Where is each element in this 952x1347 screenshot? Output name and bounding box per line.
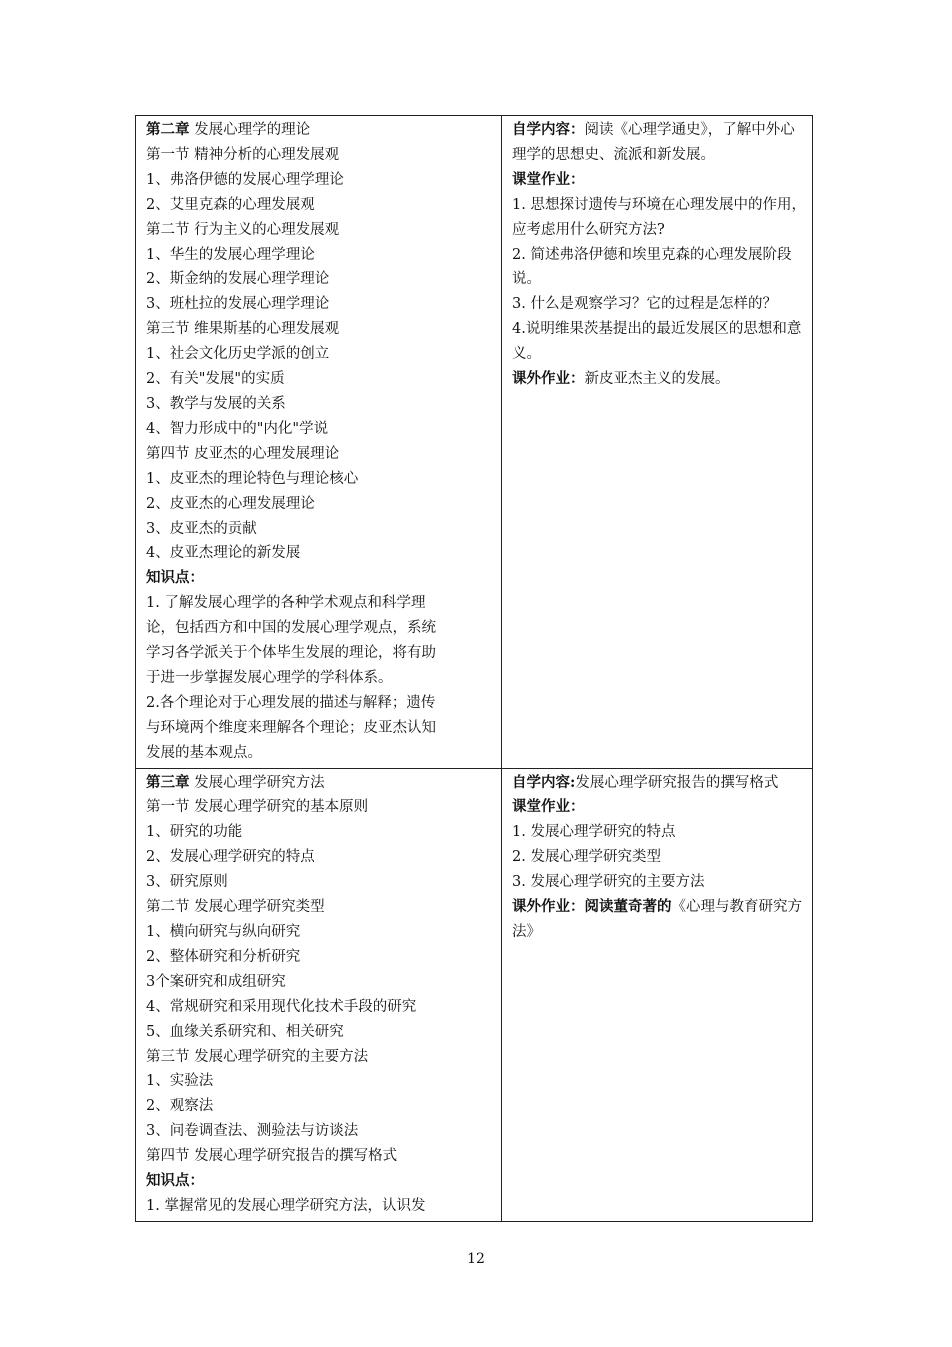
outline-line: 3、皮亚杰的贡献 [146,520,257,537]
self-study-label: 自学内容： [512,121,585,138]
knowledge-line: 与环境两个维度来理解各个理论；皮亚杰认知 [146,719,436,736]
outline-line: 第二节 行为主义的心理发展观 [146,221,340,238]
outline-line: 第三节 维果斯基的心理发展观 [146,321,340,338]
knowledge-line: 1. 了解发展心理学的各种学术观点和科学理 [146,595,426,612]
self-study-label: 自学内容: [512,773,576,791]
assignment-cell [502,768,813,1221]
classwork-label: 课堂作业： [512,798,585,816]
classwork-item: 2. 发展心理学研究类型 [512,849,661,866]
chapter-heading [146,771,495,796]
homework [512,895,806,945]
outline-line: 2、整体研究和分析研究 [146,948,301,965]
outline-line: 1、实验法 [146,1073,214,1090]
knowledge-label: 知识点： [146,1172,204,1190]
chapter-content-cell [136,116,502,769]
self-study-text: 发展心理学研究报告的撰写格式 [575,774,779,791]
homework-text: 《心理与教育研究方法》 [512,899,802,940]
table-row [136,768,813,1221]
classwork-item: 4.说明维果茨基提出的最近发展区的思想和意义。 [512,321,802,363]
outline-line: 1、弗洛伊德的发展心理学理论 [146,171,344,188]
outline-line: 4、智力形成中的"内化"学说 [146,420,329,437]
classwork-item: 2. 简述弗洛伊德和埃里克森的心理发展阶段说。 [512,246,792,288]
chapter-title: 发展心理学的理论 [189,122,311,138]
knowledge-line: 2.各个理论对于心理发展的描述与解释；遗传 [146,694,436,711]
outline-line: 3、教学与发展的关系 [146,395,286,412]
outline-line: 4、皮亚杰理论的新发展 [146,545,301,562]
outline-line: 2、观察法 [146,1098,214,1115]
outline-line: 3、班杜拉的发展心理学理论 [146,296,330,313]
chapter-number: 第三章 [146,773,190,791]
outline-line: 1、研究的功能 [146,824,243,841]
homework [512,367,806,392]
knowledge-label: 知识点： [146,569,204,587]
syllabus-table [135,115,813,1222]
classwork-item: 1. 思想探讨遗传与环境在心理发展中的作用，应考虑用什么研究方法? [512,196,806,238]
table-row [136,116,813,769]
outline-line: 2、斯金纳的发展心理学理论 [146,271,330,288]
homework-label: 课外作业：阅读董奇著的 [512,898,672,916]
outline-line: 第四节 发展心理学研究报告的撰写格式 [146,1148,398,1165]
outline-line: 3个案研究和成组研究 [146,973,286,990]
outline-line: 1、社会文化历史学派的创立 [146,346,330,363]
outline-line: 3、问卷调查法、测验法与访谈法 [146,1123,359,1140]
knowledge-line: 论，包括西方和中国的发展心理学观点，系统 [146,620,436,637]
outline-line: 第一节 精神分析的心理发展观 [146,146,340,163]
outline-line: 2、发展心理学研究的特点 [146,849,315,866]
self-study [512,118,806,168]
outline-line: 2、有关"发展"的实质 [146,371,285,388]
self-study [512,771,806,796]
chapter-number: 第二章 [146,121,190,138]
homework-label: 课外作业： [512,370,585,388]
chapter-heading [146,118,495,143]
outline-line: 3、研究原则 [146,874,228,891]
classwork-item: 3. 发展心理学研究的主要方法 [512,874,705,891]
outline-line: 4、常规研究和采用现代化技术手段的研究 [146,998,417,1015]
classwork-item: 3. 什么是观察学习？它的过程是怎样的？ [512,296,777,313]
knowledge-line: 于进一步掌握发展心理学的学科体系。 [146,669,393,686]
outline-line: 1、横向研究与纵向研究 [146,924,301,940]
homework-text: 新皮亚杰主义的发展。 [584,371,730,388]
assignment-cell [502,116,813,769]
outline-line: 5、血缘关系研究和、相关研究 [146,1023,344,1040]
page-number: 12 [467,1251,485,1267]
knowledge-line: 1. 掌握常见的发展心理学研究方法，认识发 [146,1197,426,1214]
self-study-text: 阅读《心理学通史》，了解中外心理学的思想史、流派和新发展。 [512,122,795,163]
outline-line: 2、皮亚杰的心理发展理论 [146,495,315,512]
outline-line: 第二节 发展心理学研究类型 [146,899,325,916]
outline-line: 第一节 发展心理学研究的基本原则 [146,799,369,816]
classwork-label: 课堂作业： [512,170,585,188]
chapter-content-cell [136,768,502,1221]
classwork-item: 1. 发展心理学研究的特点 [512,824,676,841]
outline-line: 1、华生的发展心理学理论 [146,246,315,263]
outline-line: 1、皮亚杰的理论特色与理论核心 [146,470,359,487]
knowledge-line: 学习各学派关于个体毕生发展的理论，将有助 [146,645,436,662]
chapter-title: 发展心理学研究方法 [189,774,325,791]
outline-line: 2、艾里克森的心理发展观 [146,196,315,213]
outline-line: 第四节 皮亚杰的心理发展理论 [146,445,340,462]
knowledge-line: 发展的基本观点。 [146,744,262,761]
outline-line: 第三节 发展心理学研究的主要方法 [146,1048,369,1065]
